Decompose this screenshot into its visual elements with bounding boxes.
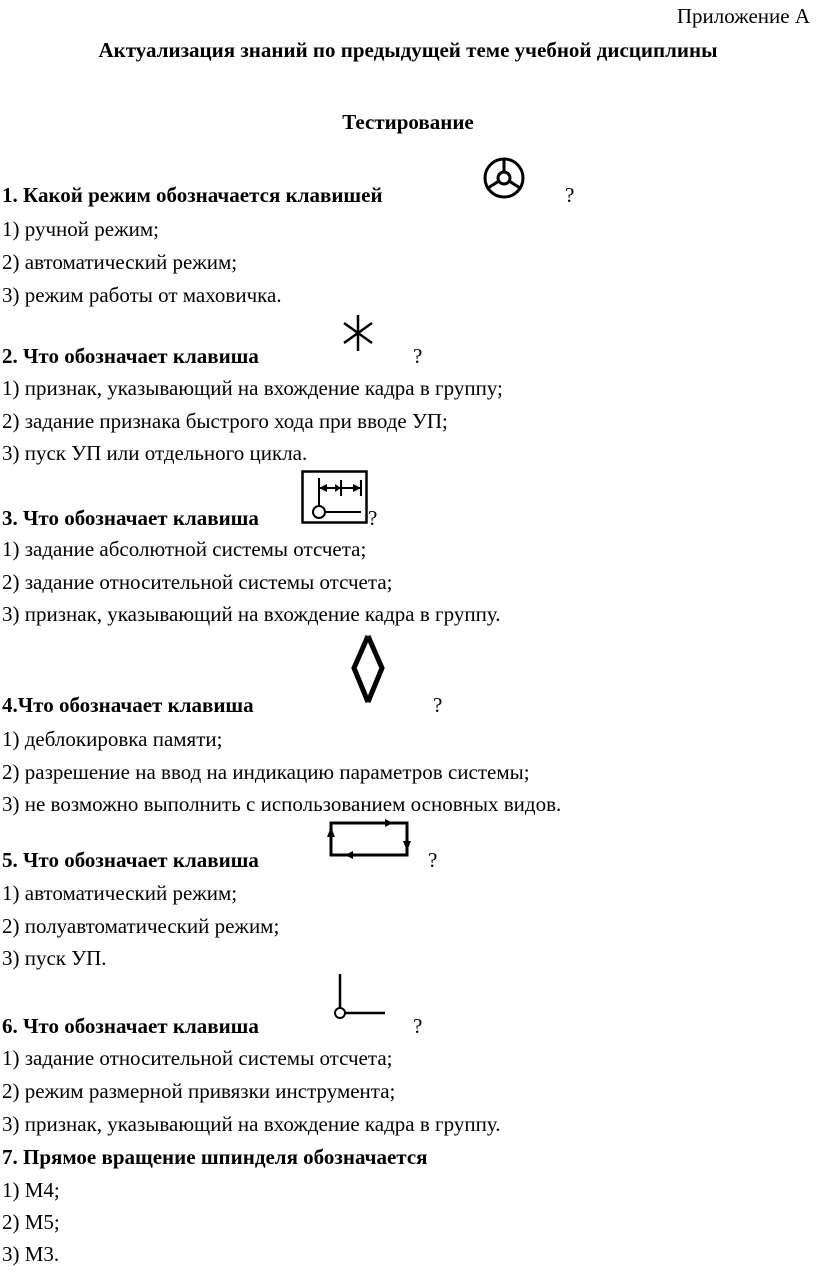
- question-text: 1. Какой режим обозначается клавишей: [2, 183, 383, 207]
- question-mark: ?: [413, 1014, 423, 1038]
- answer-option: 2) задание относительной системы отсчета;: [2, 570, 393, 594]
- answer-option: 1) деблокировка памяти;: [2, 727, 223, 751]
- question-mark: ?: [413, 344, 423, 368]
- question-text: 2. Что обозначает клавиша: [2, 344, 259, 368]
- answer-option: 2) полуавтоматический режим;: [2, 914, 280, 938]
- page-title: Актуализация знаний по предыдущей теме учебной дисциплины: [98, 38, 718, 62]
- answer-option: 2) М5;: [2, 1210, 60, 1234]
- answer-option: 3) пуск УП или отдельного цикла.: [2, 441, 308, 465]
- answer-option: 3) признак, указывающий на вхождение кадра в группу.: [2, 1112, 501, 1136]
- answer-option: 3) режим работы от маховичка.: [2, 283, 282, 307]
- question-text: 3. Что обозначает клавиша: [2, 506, 259, 530]
- answer-option: 3) М3.: [2, 1242, 60, 1266]
- answer-option: 1) признак, указывающий на вхождение кадра в группу;: [2, 376, 503, 400]
- answer-option: 1) автоматический режим;: [2, 881, 238, 905]
- answer-option: 2) задание признака быстрого хода при вводе УП;: [2, 409, 448, 433]
- question-text: 6. Что обозначает клавиша: [2, 1014, 259, 1038]
- question-mark: ?: [433, 693, 443, 717]
- answer-option: 1) задание относительной системы отсчета;: [2, 1046, 393, 1070]
- steering-wheel-icon: [480, 155, 528, 201]
- question-text: 5. Что обозначает клавиша: [2, 848, 259, 872]
- answer-option: 1) М4;: [2, 1178, 60, 1202]
- answer-option: 2) автоматический режим;: [2, 250, 238, 274]
- question-text: 4.Что обозначает клавиша: [2, 693, 254, 717]
- answer-option: 2) режим размерной привязки инструмента;: [2, 1079, 396, 1103]
- answer-option: 3) пуск УП.: [2, 946, 107, 970]
- question-text: 7. Прямое вращение шпинделя обозначается: [2, 1145, 428, 1169]
- answer-option: 3) не возможно выполнить с использованием основных видов.: [2, 792, 562, 816]
- diamond-icon: [346, 632, 388, 706]
- question-mark: ?: [565, 183, 575, 207]
- answer-option: 3) признак, указывающий на вхождение кадра в группу.: [2, 602, 501, 626]
- reference-system-icon: [301, 470, 369, 524]
- tool-reference-icon: [327, 972, 387, 1022]
- asterisk-icon: [340, 313, 376, 353]
- answer-option: 1) задание абсолютной системы отсчета;: [2, 537, 367, 561]
- answer-option: 1) ручной режим;: [2, 217, 159, 241]
- question-mark: ?: [368, 506, 378, 530]
- section-title: Тестирование: [342, 110, 474, 134]
- question-mark: ?: [428, 848, 438, 872]
- answer-option: 2) разрешение на ввод на индикацию параметров системы;: [2, 760, 530, 784]
- appendix-label: Приложение А: [676, 4, 810, 28]
- cycle-loop-icon: [327, 819, 413, 861]
